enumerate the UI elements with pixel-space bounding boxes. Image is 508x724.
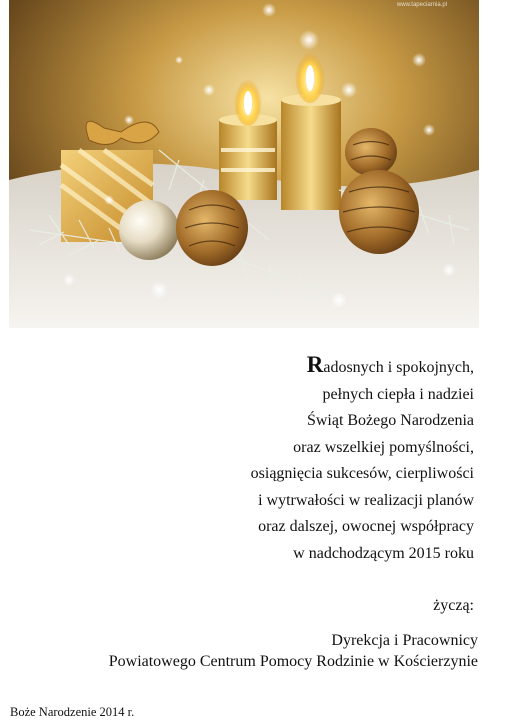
wish-line: osiągnięcia sukcesów, cierpliwości bbox=[250, 465, 474, 482]
christmas-candles-image bbox=[9, 0, 479, 328]
wishes-text bbox=[180, 352, 474, 567]
wish-line-first-rest: adosnych i spokojnych, bbox=[323, 359, 474, 376]
wish-line-first bbox=[180, 352, 474, 382]
wish-line: w nadchodzącym 2015 roku bbox=[293, 544, 474, 562]
wish-line: oraz dalszej, owocnej współpracy bbox=[258, 518, 474, 535]
wish-line: oraz wszelkiej pomyślności, bbox=[293, 438, 474, 456]
sender-line-2: Powiatowego Centrum Pomocy Rodzinie w Kościerzynie bbox=[108, 653, 478, 670]
footer-date: Boże Narodzenie 2014 r. bbox=[10, 705, 135, 719]
sender-label: życzą: bbox=[433, 597, 474, 614]
wish-line: i wytrwałości w realizacji planów bbox=[258, 491, 474, 509]
drop-cap-letter: R bbox=[306, 352, 324, 377]
wish-line: pełnych ciepła i nadziei bbox=[322, 385, 474, 403]
image-watermark: www.tapeciarnia.pl bbox=[396, 2, 447, 8]
ornament-ball bbox=[119, 200, 179, 260]
wish-line: Świąt Bożego Narodzenia bbox=[306, 412, 474, 429]
sender-signature bbox=[109, 630, 478, 672]
sender-line-1: Dyrekcja i Pracownicy bbox=[331, 632, 478, 649]
